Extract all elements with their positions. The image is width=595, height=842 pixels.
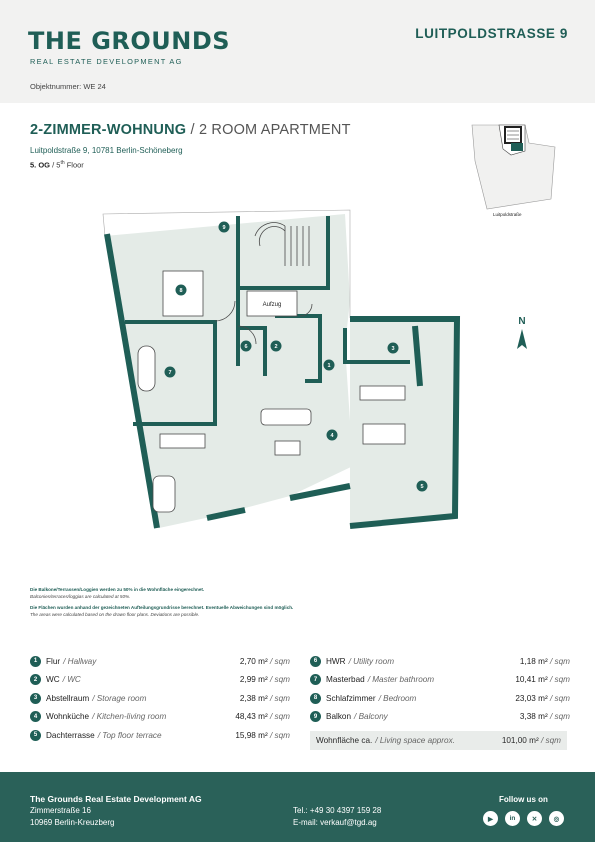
footer-company: The Grounds Real Estate Development AG bbox=[30, 794, 202, 804]
room-name: Abstellraum bbox=[46, 693, 90, 703]
floor-en-suffix: th bbox=[60, 160, 65, 166]
footer-street: Zimmerstraße 16 bbox=[30, 806, 91, 815]
room-row bbox=[310, 708, 570, 727]
room-name-en: / Top floor terrace bbox=[97, 730, 162, 740]
note-area-en: The areas were calculated based on the drawn floor plans. Deviations are possible. bbox=[30, 612, 200, 618]
room-name: Balkon bbox=[326, 712, 352, 722]
plan-marker-3 bbox=[388, 343, 399, 354]
room-area: 3,38 m² / sqm bbox=[519, 712, 570, 722]
room-name: Dachterrasse bbox=[46, 730, 95, 740]
floor-en-number: 5 bbox=[56, 160, 61, 170]
room-list-left bbox=[30, 652, 290, 745]
svg-text:7: 7 bbox=[168, 370, 172, 376]
youtube-icon[interactable]: ▶ bbox=[483, 811, 498, 826]
apartment-title-en: 2 ROOM APARTMENT bbox=[198, 122, 351, 138]
room-area: 15,98 m² / sqm bbox=[235, 730, 290, 740]
room-name-en: / Hallway bbox=[63, 656, 97, 666]
room-row bbox=[30, 652, 290, 671]
header bbox=[0, 0, 595, 103]
room-number: 1 bbox=[30, 656, 41, 667]
instagram-icon[interactable]: ◎ bbox=[549, 811, 564, 826]
object-number: Objektnummer: WE 24 bbox=[30, 82, 106, 91]
apartment-title bbox=[30, 122, 351, 138]
room-area: 1,18 m² / sqm bbox=[519, 656, 570, 666]
room-name: Schlafzimmer bbox=[326, 693, 376, 703]
total-area: 101,00 m² / sqm bbox=[501, 736, 561, 745]
room-number: 2 bbox=[30, 674, 41, 685]
room-area: 10,41 m² / sqm bbox=[515, 675, 570, 685]
plan-marker-9 bbox=[219, 222, 230, 233]
north-arrow-icon bbox=[512, 327, 532, 351]
plan-bathtub bbox=[138, 346, 155, 391]
room-number: 6 bbox=[310, 656, 321, 667]
room-name-en: / Bedroom bbox=[378, 693, 417, 703]
floor-de: 5. OG bbox=[30, 160, 51, 170]
linkedin-icon[interactable]: in bbox=[505, 811, 520, 826]
room-number: 9 bbox=[310, 711, 321, 722]
xing-icon[interactable]: ✕ bbox=[527, 811, 542, 826]
room-name-en: / Kitchen-living room bbox=[92, 712, 167, 722]
room-name: WC bbox=[46, 675, 60, 685]
room-row bbox=[30, 689, 290, 708]
room-row bbox=[30, 726, 290, 745]
apartment-address: Luitpoldstraße 9, 10781 Berlin-Schöneberg bbox=[30, 146, 183, 155]
svg-text:3: 3 bbox=[391, 346, 395, 352]
svg-text:1: 1 bbox=[327, 363, 331, 369]
plan-marker-8 bbox=[176, 285, 187, 296]
room-row bbox=[310, 671, 570, 690]
plan-lift-label: Aufzug bbox=[262, 302, 282, 308]
svg-text:5: 5 bbox=[420, 484, 424, 490]
plan-coffee-table bbox=[275, 441, 300, 455]
room-row bbox=[30, 671, 290, 690]
room-name-en: / Utility room bbox=[348, 656, 395, 666]
room-name-en: / Storage room bbox=[92, 693, 147, 703]
room-number: 5 bbox=[30, 730, 41, 741]
floor-plan bbox=[95, 206, 495, 546]
apartment-title-de: 2-ZIMMER-WOHNUNG bbox=[30, 122, 187, 138]
floor-separator: / bbox=[50, 160, 57, 170]
plan-marker-5 bbox=[417, 481, 428, 492]
logo-title: THE GROUNDS bbox=[28, 27, 231, 55]
footer-city: 10969 Berlin-Kreuzberg bbox=[30, 818, 115, 827]
logo-subtitle: REAL ESTATE DEVELOPMENT AG bbox=[30, 57, 183, 66]
social-links bbox=[483, 811, 564, 826]
total-label-en: / Living space approx. bbox=[375, 736, 455, 745]
room-area: 2,99 m² / sqm bbox=[239, 675, 290, 685]
room-name-en: / WC bbox=[62, 675, 81, 685]
room-area: 2,38 m² / sqm bbox=[239, 693, 290, 703]
footer-phone[interactable]: Tel.: +49 30 4397 159 28 bbox=[293, 806, 382, 815]
key-plan-highlight bbox=[511, 143, 523, 151]
room-name-en: / Master bathroom bbox=[367, 675, 435, 685]
north-arrow bbox=[512, 316, 532, 356]
plan-marker-7 bbox=[165, 367, 176, 378]
plan-kitchen-island bbox=[360, 386, 405, 400]
svg-text:9: 9 bbox=[222, 225, 226, 231]
room-list-right bbox=[310, 652, 570, 726]
room-row bbox=[30, 708, 290, 727]
title-separator: / bbox=[186, 122, 199, 138]
room-number: 3 bbox=[30, 693, 41, 704]
svg-text:6: 6 bbox=[244, 344, 248, 350]
room-number: 8 bbox=[310, 693, 321, 704]
room-area: 48,43 m² / sqm bbox=[235, 712, 290, 722]
plan-desk bbox=[160, 434, 205, 448]
room-row bbox=[310, 652, 570, 671]
note-balcony-en: Balconies/terraces/loggias are calculated at 50%. bbox=[30, 594, 131, 600]
svg-text:8: 8 bbox=[179, 288, 183, 294]
footer bbox=[0, 772, 595, 842]
room-number: 4 bbox=[30, 711, 41, 722]
room-name: Masterbad bbox=[326, 675, 365, 685]
plan-dining-table bbox=[363, 424, 405, 444]
svg-text:2: 2 bbox=[274, 344, 278, 350]
living-space-total bbox=[310, 731, 567, 750]
room-row bbox=[310, 689, 570, 708]
room-name: Flur bbox=[46, 656, 61, 666]
footer-follow-label: Follow us on bbox=[499, 795, 548, 804]
room-area: 23,03 m² / sqm bbox=[515, 693, 570, 703]
room-name: Wohnküche bbox=[46, 712, 90, 722]
north-label: N bbox=[518, 316, 526, 327]
room-name-en: / Balcony bbox=[354, 712, 388, 722]
plan-marker-4 bbox=[327, 430, 338, 441]
plan-marker-6 bbox=[241, 341, 252, 352]
plan-armchair bbox=[153, 476, 175, 512]
room-area: 2,70 m² / sqm bbox=[239, 656, 290, 666]
key-plan-street-label: Luitpoldstraße bbox=[493, 212, 522, 217]
footer-email[interactable]: E-mail: verkauf@tgd.ag bbox=[293, 818, 377, 827]
total-label: Wohnfläche ca. bbox=[316, 736, 373, 745]
room-name: HWR bbox=[326, 656, 346, 666]
plan-terrace-area bbox=[350, 316, 457, 526]
area-notes bbox=[30, 586, 570, 619]
apartment-floor bbox=[30, 160, 84, 170]
room-number: 7 bbox=[310, 674, 321, 685]
plan-marker-2 bbox=[271, 341, 282, 352]
plan-sofa bbox=[261, 409, 311, 425]
header-address: LUITPOLDSTRASSE 9 bbox=[415, 26, 568, 41]
note-balcony-de: Die Balkone/Terrassen/Loggien werden zu 50% in die Wohnfläche eingerechnet. bbox=[30, 587, 205, 592]
plan-marker-1 bbox=[324, 360, 335, 371]
svg-text:4: 4 bbox=[330, 433, 334, 439]
floor-en-word: Floor bbox=[64, 160, 84, 170]
note-area-de: Die Flächen wurden anhand der gezeichneten Aufteilungsgrundrisse berechnet. Eventuelle Abweichungen sind möglich. bbox=[30, 604, 294, 610]
